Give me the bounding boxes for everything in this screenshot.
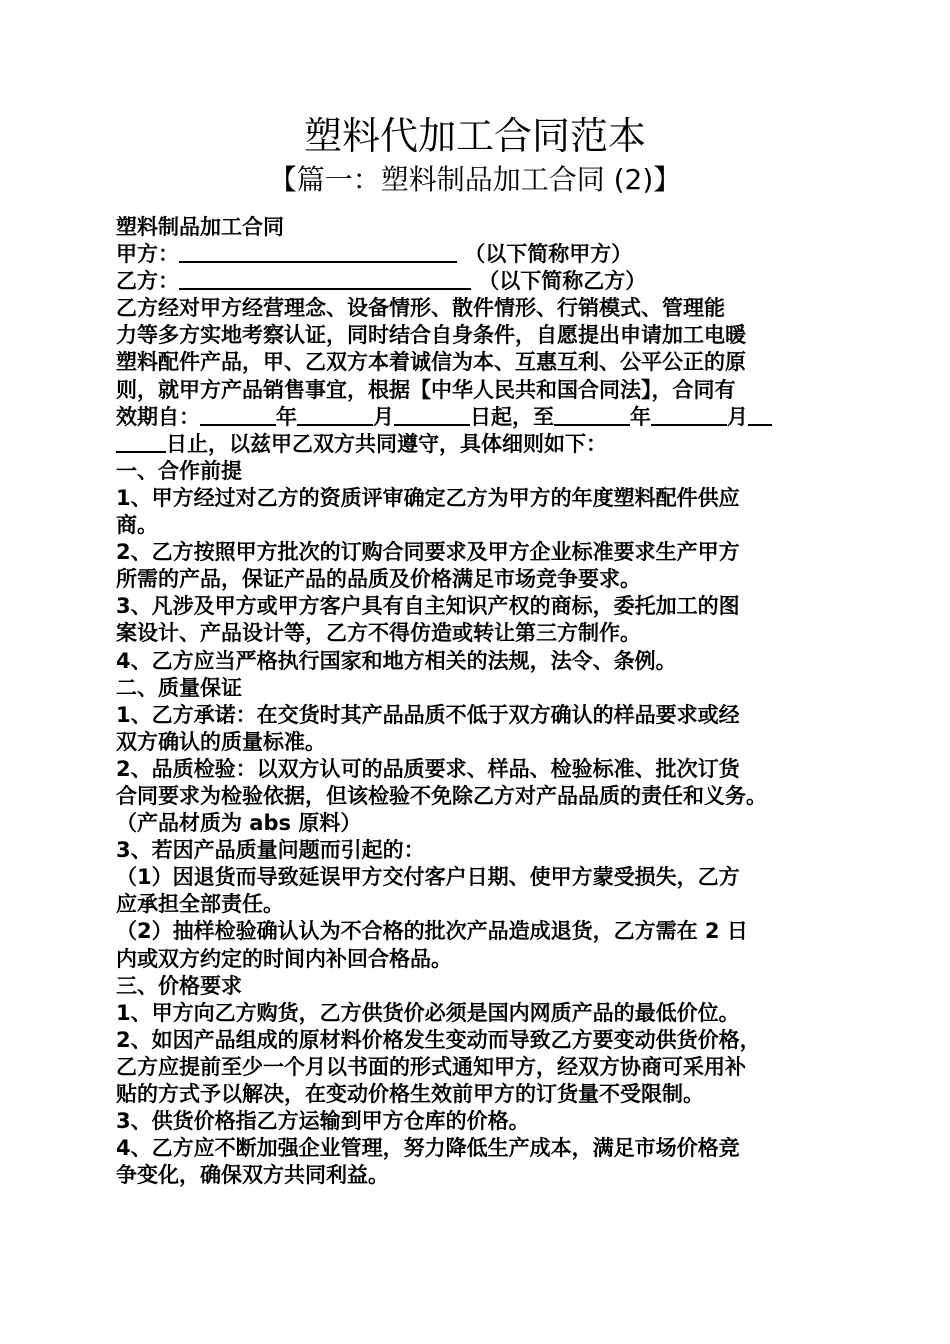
- text-line: 内或双方约定的时间内补回合格品。: [116, 946, 452, 971]
- end-day-blank-part[interactable]: [748, 404, 772, 426]
- document-title: 塑料代加工合同范本: [303, 114, 646, 158]
- text-line: 力等多方实地考察认证，同时结合自身条件，自愿提出申请加工电暖: [116, 323, 746, 348]
- section-heading: 二、质量保证: [116, 675, 242, 700]
- text-line: 2、乙方按照甲方批次的订购合同要求及甲方企业标准要求生产甲方: [116, 540, 740, 565]
- text-line: 争变化，确保双方共同利益。: [116, 1163, 389, 1188]
- end-date-line: 日止，以兹甲乙双方共同遵守，具体细则如下：: [116, 431, 846, 458]
- section-heading: 三、价格要求: [116, 973, 242, 998]
- section-heading: 一、合作前提: [116, 458, 242, 483]
- text-line: 塑料配件产品，甲、乙双方本着诚信为本、互惠互利、公平公正的原: [116, 350, 746, 375]
- contract-heading: 塑料制品加工合同: [116, 215, 284, 239]
- text-line: 则，就甲方产品销售事宜，根据【中华人民共和国合同法】，合同有: [116, 377, 736, 402]
- party-b-blank[interactable]: [179, 268, 471, 290]
- end-year-blank[interactable]: [554, 404, 630, 426]
- text-line: 2、品质检验：以双方认可的品质要求、样品、检验标准、批次订货: [116, 756, 740, 781]
- text-line: 合同要求为检验依据，但该检验不免除乙方对产品品质的责任和义务。: [116, 783, 767, 808]
- text-line: 乙方应提前至少一个月以书面的形式通知甲方，经双方协商可采用补: [116, 1054, 746, 1079]
- party-a-blank[interactable]: [179, 241, 457, 263]
- text-line: 乙方经对甲方经营理念、设备情形、散件情形、行销模式、管理能: [116, 296, 725, 321]
- text-line: （产品材质为 abs 原料）: [116, 811, 362, 836]
- text-line: 1、乙方承诺：在交货时其产品品质不低于双方确认的样品要求或经: [116, 702, 740, 727]
- document-subtitle: 【篇一：塑料制品加工合同 (2)】: [268, 163, 682, 196]
- text-line: （1）因退货而导致延误甲方交付客户日期、使甲方蒙受损失，乙方: [116, 865, 740, 890]
- text-line: （2）抽样检验确认认为不合格的批次产品造成退货，乙方需在 2 日: [116, 919, 748, 944]
- text-line: 2、如因产品组成的原材料价格发生变动而导致乙方要变动供货价格，: [116, 1027, 761, 1052]
- party-a-line: 甲方： （以下简称甲方）: [116, 242, 633, 267]
- text-line: 贴的方式予以解决，在变动价格生效前甲方的订货量不受限制。: [116, 1082, 704, 1106]
- contract-body: [116, 214, 846, 1189]
- text-line: 1、甲方经过对乙方的资质评审确定乙方为甲方的年度塑料配件供应: [116, 485, 740, 510]
- text-line: 3、若因产品质量问题而引起的：: [116, 838, 425, 863]
- text-line: 案设计、产品设计等，乙方不得仿造或转让第三方制作。: [116, 621, 641, 646]
- text-line: 3、凡涉及甲方或甲方客户具有自主知识产权的商标，委托加工的图: [116, 594, 740, 619]
- text-line: 4、乙方应当严格执行国家和地方相关的法规，法令、条例。: [116, 648, 677, 673]
- text-line: 所需的产品，保证产品的品质及价格满足市场竞争要求。: [116, 567, 641, 592]
- text-line: 商。: [116, 513, 158, 538]
- end-day-blank[interactable]: [116, 431, 166, 453]
- text-line: 双方确认的质量标准。: [116, 729, 326, 754]
- start-day-blank[interactable]: [394, 404, 470, 426]
- end-month-blank[interactable]: [651, 404, 727, 426]
- text-line: 1、甲方向乙方购货，乙方供货价必须是国内网质产品的最低价位。: [116, 1000, 740, 1025]
- party-b-line: 乙方： （以下简称乙方）: [116, 269, 647, 294]
- text-line: 3、供货价格指乙方运输到甲方仓库的价格。: [116, 1109, 530, 1134]
- start-year-blank[interactable]: [200, 404, 276, 426]
- start-month-blank[interactable]: [297, 404, 373, 426]
- validity-line: 效期自： 年 月 日起，至 年 月: [116, 404, 846, 431]
- text-line: 4、乙方应不断加强企业管理，努力降低生产成本，满足市场价格竞: [116, 1136, 740, 1161]
- text-line: 应承担全部责任。: [116, 892, 284, 917]
